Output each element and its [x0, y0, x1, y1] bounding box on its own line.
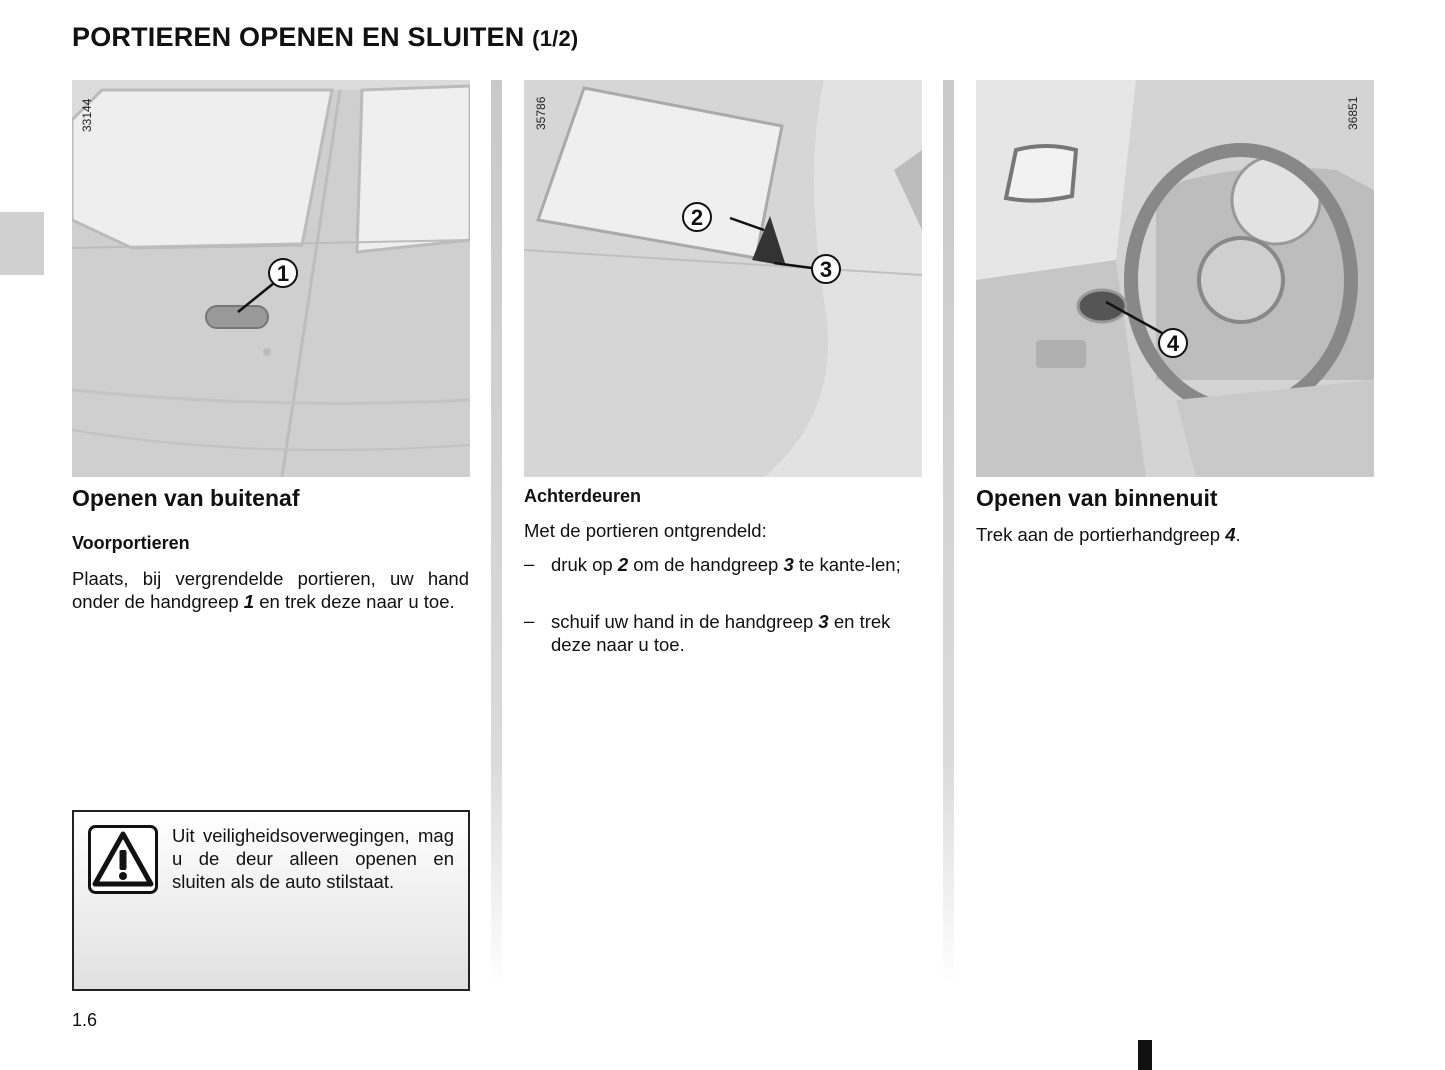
- subheading-rear-doors: Achterdeuren: [524, 486, 642, 506]
- bullet-1-symbol: –: [524, 553, 535, 574]
- intro-rear-doors: Met de portieren ontgrendeld:: [524, 520, 767, 541]
- column-divider-1: [491, 80, 502, 985]
- warning-triangle-icon: [88, 825, 158, 894]
- safety-warning-text: Uit veiligheidsoverwegingen, mag u de deur alleen openen en sluiten als de auto stilstaat.: [172, 825, 454, 892]
- figure-code-2: 35786: [534, 96, 548, 130]
- bullet-2-text-a: schuif uw hand in de handgreep: [551, 611, 819, 632]
- paragraph-front-doors: [72, 567, 469, 613]
- page-title: [72, 22, 578, 53]
- safety-warning-box: [72, 810, 470, 991]
- bullet-2-symbol: –: [524, 610, 535, 631]
- bullet-1: [551, 553, 921, 576]
- bullet-2: [551, 610, 923, 656]
- page-title-text: PORTIEREN OPENEN EN SLUITEN: [72, 22, 525, 52]
- callout-3: 3: [819, 257, 833, 282]
- ref-3b: 3: [818, 611, 829, 632]
- ref-2: 2: [617, 554, 629, 575]
- heading-outside: Openen van buitenaf: [72, 485, 300, 511]
- column-divider-2: [943, 80, 954, 985]
- ref-3: 3: [783, 554, 794, 575]
- ref-4: 4: [1225, 524, 1236, 545]
- page-corner-mark: [1138, 1040, 1152, 1070]
- paragraph-front-doors-text-1: Plaats, bij vergrendelde portieren, uw hand onder de handgreep: [72, 568, 469, 612]
- callout-1: 1: [276, 261, 290, 286]
- subheading-front-doors: Voorportieren: [72, 533, 190, 553]
- paragraph-inside-text-a: Trek aan de portierhandgreep: [976, 524, 1226, 545]
- bullet-1-text-b: om de handgreep: [628, 554, 784, 575]
- rear-door-illustration: [524, 80, 922, 477]
- figure-code-3: 36851: [1346, 96, 1360, 130]
- bullet-2-text-b: en trek deze naar u toe.: [551, 611, 891, 655]
- heading-inside: Openen van binnenuit: [976, 485, 1218, 511]
- section-tab: [0, 212, 44, 275]
- figure-rear-door: [524, 80, 922, 477]
- callout-2: 2: [690, 205, 704, 230]
- figure-interior: [976, 80, 1374, 477]
- ref-1: 1: [243, 591, 255, 612]
- bullet-1-text-a: druk op: [551, 554, 618, 575]
- callout-4: 4: [1166, 331, 1180, 356]
- paragraph-inside-text-b: .: [1235, 524, 1241, 545]
- interior-illustration: [976, 80, 1374, 477]
- page-title-suffix: (1/2): [532, 26, 579, 51]
- bullet-1-text-c: te kante-len;: [793, 554, 901, 575]
- paragraph-inside: [976, 523, 1374, 546]
- page-number: 1.6: [72, 1010, 98, 1030]
- figure-front-door: [72, 80, 470, 477]
- front-door-illustration: [72, 80, 470, 477]
- paragraph-front-doors-text-2: en trek deze naar u toe.: [254, 591, 455, 612]
- figure-code-1: 33144: [80, 98, 94, 132]
